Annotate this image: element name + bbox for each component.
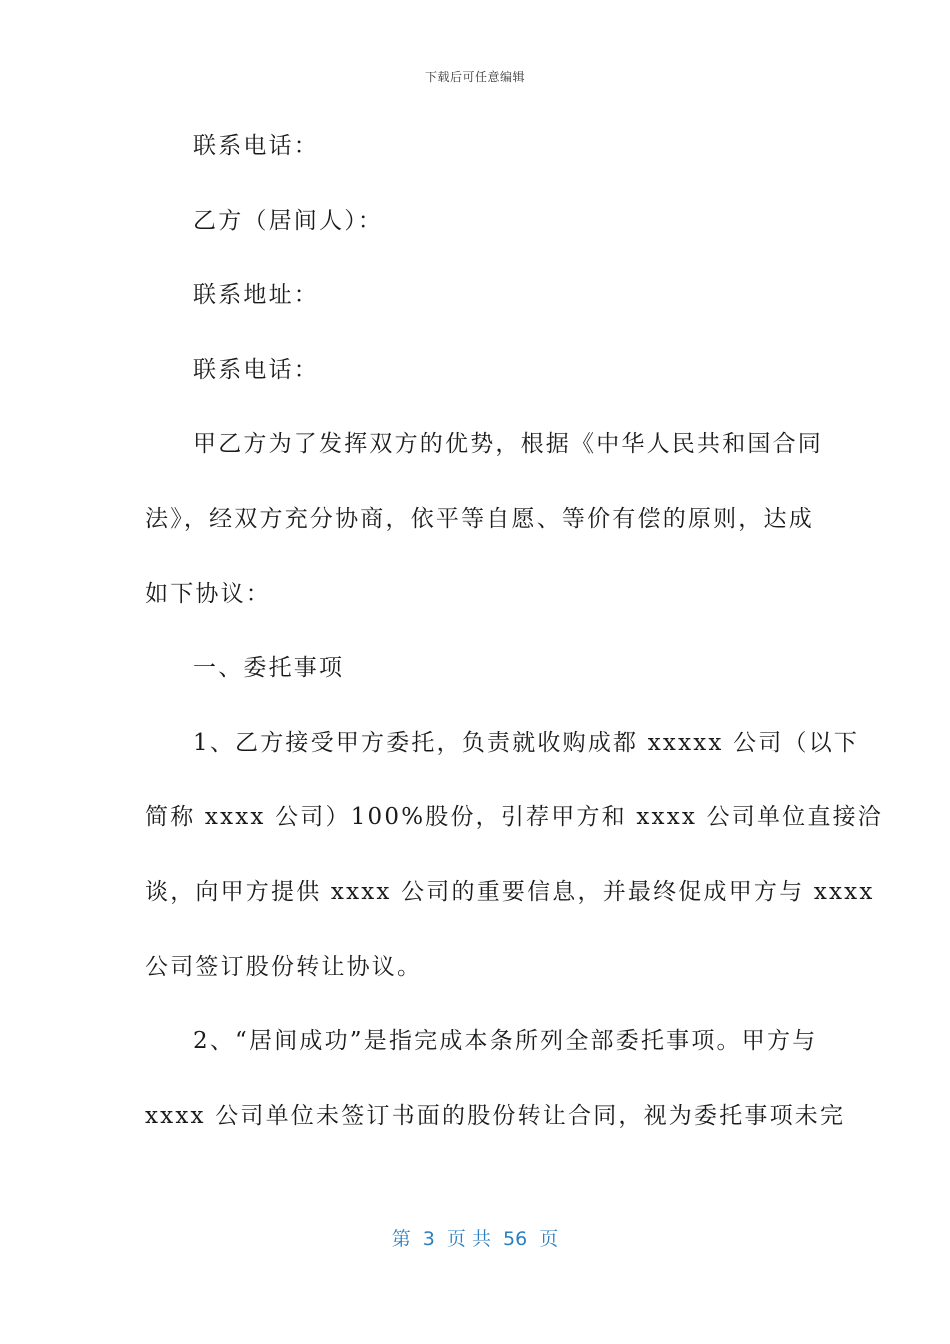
- text-line: xxxx 公司单位未签订书面的股份转让合同，视为委托事项未完: [145, 1102, 846, 1129]
- text-line: 联系电话：: [193, 356, 319, 383]
- text-line: 联系电话：: [193, 133, 319, 159]
- page-number-footer: 第 3 页 共 56 页: [391, 1228, 559, 1250]
- header-note: 下载后可任意编辑: [424, 70, 525, 84]
- section-heading: 一、委托事项: [193, 655, 345, 682]
- text-line: 如下协议：: [145, 580, 271, 607]
- text-line: 谈，向甲方提供 xxxx 公司的重要信息，并最终促成甲方与 xxxx: [145, 878, 875, 905]
- text-line: 公司签订股份转让协议。: [145, 953, 423, 980]
- text-line: 乙方（居间人）：: [193, 207, 384, 234]
- text-line: 简称 xxxx 公司）100%股份，引荐甲方和 xxxx 公司单位直接洽: [145, 804, 883, 831]
- text-line: 联系地址：: [193, 282, 319, 309]
- text-line: 2、“居间成功”是指完成本条所列全部委托事项。甲方与: [193, 1028, 818, 1055]
- text-line: 法》，经双方充分协商，依平等自愿、等价有偿的原则，达成: [145, 505, 814, 532]
- text-line: 1、乙方接受甲方委托，负责就收购成都 xxxxx 公司（以下: [193, 729, 860, 756]
- text-line: 甲乙方为了发挥双方的优势，根据《中华人民共和国合同: [193, 431, 823, 458]
- document-body: [145, 124, 883, 1168]
